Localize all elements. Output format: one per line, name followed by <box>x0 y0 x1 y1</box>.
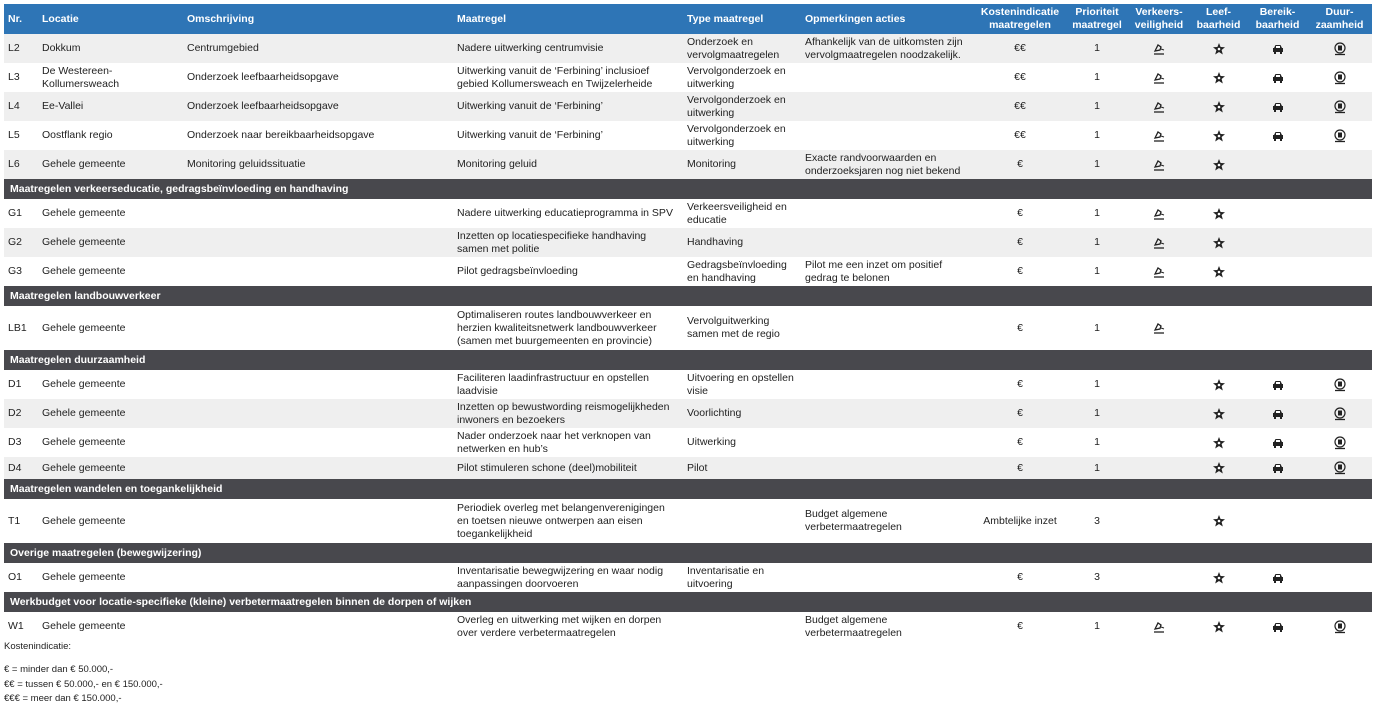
pedestrian-icon <box>1152 158 1166 170</box>
cell-bereik <box>1248 370 1307 399</box>
cell-bereik <box>1248 428 1307 457</box>
car-icon <box>1271 462 1285 474</box>
table-row <box>4 399 1372 428</box>
cell-locatie: De Westereen-Kollumersweach <box>42 64 120 90</box>
cell-bereik <box>1248 499 1307 543</box>
flower-icon <box>1212 265 1226 277</box>
table-row <box>4 428 1372 457</box>
cell-kosten: €€ <box>1014 129 1026 141</box>
cell-maatregel: Uitwerking vanuit de ‘Ferbining’ <box>457 100 603 112</box>
cell-nr: D3 <box>8 436 22 448</box>
legend-item: €€ = tussen € 50.000,- en € 150.000,- <box>4 679 163 690</box>
section-header <box>4 179 1372 199</box>
cell-prioriteit: 1 <box>1094 378 1100 390</box>
cell-locatie: Gehele gemeente <box>42 265 126 277</box>
cell-leef <box>1189 150 1248 179</box>
flower-icon <box>1212 71 1226 83</box>
cell-opmerkingen: Pilot me een inzet om positief gedrag te belonen <box>805 258 943 284</box>
car-icon <box>1271 42 1285 54</box>
cell-leef <box>1189 563 1248 592</box>
cell-verkeer <box>1129 34 1189 63</box>
charging-station-icon <box>1333 71 1347 83</box>
cell-kosten: Ambtelijke inzet <box>983 514 1057 527</box>
cell-verkeer <box>1129 399 1189 428</box>
cell-maatregel: Optimaliseren routes landbouwverkeer en herzien kwaliteitsnetwerk landbouwverkeer (samen met buurgemeenten en provincie) <box>457 308 657 347</box>
cell-leef <box>1189 306 1248 350</box>
cell-nr: L6 <box>8 158 20 170</box>
cell-type: Vervolguitwerking samen met de regio <box>687 315 780 340</box>
flower-icon <box>1212 515 1226 527</box>
cell-verkeer <box>1129 499 1189 543</box>
charging-station-icon <box>1333 436 1347 448</box>
cell-duur <box>1307 257 1372 286</box>
pedestrian-icon <box>1152 207 1166 219</box>
cell-kosten: €€ <box>1014 71 1026 83</box>
cell-duur <box>1307 150 1372 179</box>
cell-prioriteit: 3 <box>1094 571 1100 583</box>
cell-prioriteit: 1 <box>1094 100 1100 112</box>
cell-duur <box>1307 457 1372 479</box>
cell-duur <box>1307 34 1372 63</box>
cell-omschrijving <box>183 306 453 350</box>
header-locatie: Locatie <box>38 4 183 34</box>
table-row <box>4 499 1372 543</box>
table-row <box>4 150 1372 179</box>
cell-omschrijving <box>183 563 453 592</box>
cell-duur <box>1307 92 1372 121</box>
car-icon <box>1271 378 1285 390</box>
cell-duur <box>1307 563 1372 592</box>
cell-prioriteit: 1 <box>1094 129 1100 141</box>
cell-nr: L5 <box>8 129 20 141</box>
cell-nr: O1 <box>8 571 23 583</box>
pedestrian-icon <box>1152 42 1166 54</box>
cell-bereik <box>1248 228 1307 257</box>
cell-duur <box>1307 370 1372 399</box>
cell-maatregel: Nader onderzoek naar het verknopen van netwerken en hub’s <box>457 429 651 455</box>
flower-icon <box>1212 378 1226 390</box>
section-title: Overige maatregelen (bewegwijzering) <box>4 543 1372 563</box>
cell-omschrijving <box>183 457 453 479</box>
cell-opmerkingen <box>801 92 975 121</box>
cell-locatie: Dokkum <box>42 42 81 54</box>
cell-type: Gedragsbeïnvloeding en handhaving <box>687 258 787 284</box>
table-row <box>4 612 1372 641</box>
cell-type: Uitvoering en opstellen visie <box>687 371 794 397</box>
cell-locatie: Gehele gemeente <box>42 321 126 334</box>
cell-kosten: €€ <box>1014 100 1026 112</box>
car-icon <box>1271 100 1285 112</box>
table-row <box>4 63 1372 92</box>
cell-omschrijving: Onderzoek leefbaarheidsopgave <box>187 71 339 83</box>
cell-opmerkingen: Exacte randvoorwaarden en onderzoeksjaren nog niet bekend <box>805 151 961 177</box>
cell-nr: G1 <box>8 207 23 219</box>
cell-kosten: € <box>1017 378 1023 390</box>
cell-prioriteit: 1 <box>1094 236 1100 248</box>
cell-leef <box>1189 370 1248 399</box>
cell-leef <box>1189 399 1248 428</box>
cell-leef <box>1189 428 1248 457</box>
cell-leef <box>1189 121 1248 150</box>
header-opmerkingen: Opmerkingen acties <box>801 4 975 34</box>
cell-bereik <box>1248 306 1307 350</box>
section-title: Maatregelen verkeerseducatie, gedragsbeïnvloeding en handhaving <box>4 179 1372 199</box>
cell-verkeer <box>1129 457 1189 479</box>
cell-locatie: Gehele gemeente <box>42 571 126 583</box>
cell-verkeer <box>1129 121 1189 150</box>
cell-maatregel: Inzetten op bewustwording reismogelijkheden inwoners en bezoekers <box>457 400 670 426</box>
cell-leef <box>1189 228 1248 257</box>
charging-station-icon <box>1333 462 1347 474</box>
cell-verkeer <box>1129 428 1189 457</box>
cell-prioriteit: 1 <box>1094 207 1100 219</box>
pedestrian-icon <box>1152 129 1166 141</box>
cell-duur <box>1307 63 1372 92</box>
charging-station-icon <box>1333 407 1347 419</box>
flower-icon <box>1212 207 1226 219</box>
table-row <box>4 199 1372 228</box>
charging-station-icon <box>1333 129 1347 141</box>
cell-opmerkingen <box>801 370 975 399</box>
cell-duur <box>1307 199 1372 228</box>
cell-leef <box>1189 499 1248 543</box>
table-row <box>4 370 1372 399</box>
cell-bereik <box>1248 121 1307 150</box>
cell-leef <box>1189 34 1248 63</box>
section-header <box>4 592 1372 612</box>
cell-kosten: € <box>1017 207 1023 219</box>
cell-kosten: € <box>1017 158 1023 170</box>
cell-leef <box>1189 257 1248 286</box>
header-bereikbaarheid: Bereik- baarheid <box>1248 4 1307 34</box>
cell-omschrijving <box>183 257 453 286</box>
charging-station-icon <box>1333 620 1347 632</box>
cell-leef <box>1189 612 1248 641</box>
cell-opmerkingen: Afhankelijk van de uitkomsten zijn vervolgmaatregelen noodzakelijk. <box>805 35 963 61</box>
cell-bereik <box>1248 34 1307 63</box>
legend-item: € = minder dan € 50.000,- <box>4 664 114 675</box>
flower-icon <box>1212 129 1226 141</box>
cell-type: Pilot <box>687 461 708 474</box>
cell-bereik <box>1248 199 1307 228</box>
cell-prioriteit: 3 <box>1094 514 1100 527</box>
cell-prioriteit: 1 <box>1094 321 1100 334</box>
cell-duur <box>1307 399 1372 428</box>
section-title: Werkbudget voor locatie-specifieke (kleine) verbetermaatregelen binnen de dorpen of wijken <box>4 592 1372 612</box>
cell-maatregel: Nadere uitwerking educatieprogramma in SPV <box>457 207 673 219</box>
cell-leef <box>1189 457 1248 479</box>
cell-nr: D1 <box>8 378 22 390</box>
cell-prioriteit: 1 <box>1094 620 1100 632</box>
cell-verkeer <box>1129 63 1189 92</box>
cell-locatie: Gehele gemeente <box>42 461 126 474</box>
cell-omschrijving <box>183 499 453 543</box>
cell-type: Onderzoek en vervolgmaatregelen <box>687 35 780 61</box>
cell-maatregel: Pilot gedragsbeïnvloeding <box>457 265 578 277</box>
cell-bereik <box>1248 92 1307 121</box>
cell-duur <box>1307 228 1372 257</box>
car-icon <box>1271 436 1285 448</box>
cell-type: Voorlichting <box>687 407 742 419</box>
maatregelen-table <box>4 4 1372 641</box>
cell-maatregel: Nadere uitwerking centrumvisie <box>457 42 604 54</box>
cell-kosten: € <box>1017 436 1023 448</box>
car-icon <box>1271 407 1285 419</box>
cell-locatie: Gehele gemeente <box>42 436 126 448</box>
car-icon <box>1271 71 1285 83</box>
table-row <box>4 121 1372 150</box>
cell-kosten: € <box>1017 321 1023 334</box>
cell-opmerkingen <box>801 457 975 479</box>
cell-omschrijving: Monitoring geluidssituatie <box>187 158 306 170</box>
cell-maatregel: Overleg en uitwerking met wijken en dorpen over verdere verbetermaatregelen <box>457 613 662 639</box>
cell-omschrijving: Onderzoek naar bereikbaarheidsopgave <box>187 129 375 141</box>
section-header <box>4 479 1372 499</box>
flower-icon <box>1212 236 1226 248</box>
cell-nr: G2 <box>8 236 23 248</box>
cell-opmerkingen <box>801 306 975 350</box>
flower-icon <box>1212 462 1226 474</box>
cell-omschrijving <box>183 370 453 399</box>
header-kosten: Kostenindicatie maatregelen <box>975 4 1065 34</box>
cell-opmerkingen: Budget algemene verbetermaatregelen <box>805 613 902 639</box>
cell-opmerkingen <box>801 563 975 592</box>
cell-nr: T1 <box>8 514 21 527</box>
flower-icon <box>1212 571 1226 583</box>
cell-locatie: Gehele gemeente <box>42 407 126 419</box>
cell-kosten: €€ <box>1014 42 1026 54</box>
cell-bereik <box>1248 257 1307 286</box>
cell-kosten: € <box>1017 620 1023 632</box>
pedestrian-icon <box>1152 236 1166 248</box>
cell-locatie: Gehele gemeente <box>42 378 126 390</box>
section-title: Maatregelen landbouwverkeer <box>4 286 1372 306</box>
table-row <box>4 34 1372 63</box>
flower-icon <box>1212 620 1226 632</box>
cell-duur <box>1307 499 1372 543</box>
car-icon <box>1271 620 1285 632</box>
cell-maatregel: Inzetten op locatiespecifieke handhaving samen met politie <box>457 229 647 255</box>
cell-leef <box>1189 63 1248 92</box>
cell-omschrijving <box>183 228 453 257</box>
cell-type: Vervolgonderzoek en uitwerking <box>687 122 786 148</box>
cell-type: Inventarisatie en uitvoering <box>687 564 765 590</box>
header-omschrijving: Omschrijving <box>183 4 453 34</box>
header-nr: Nr. <box>4 4 38 34</box>
cell-kosten: € <box>1017 571 1023 583</box>
cell-verkeer <box>1129 199 1189 228</box>
table-row <box>4 457 1372 479</box>
cell-maatregel: Monitoring geluid <box>457 158 537 170</box>
cell-prioriteit: 1 <box>1094 407 1100 419</box>
cell-type: Verkeersveiligheid en educatie <box>687 200 787 226</box>
cell-maatregel: Inventarisatie bewegwijzering en waar nodig aanpassingen doorvoeren <box>457 564 664 590</box>
cell-maatregel: Faciliteren laadinfrastructuur en opstellen laadvisie <box>457 371 650 397</box>
cell-omschrijving <box>183 612 453 641</box>
pedestrian-icon <box>1152 100 1166 112</box>
car-icon <box>1271 129 1285 141</box>
cell-bereik <box>1248 563 1307 592</box>
header-verkeersveiligheid: Verkeers- veiligheid <box>1129 4 1189 34</box>
legend-title: Kostenindicatie: <box>4 641 72 652</box>
cell-verkeer <box>1129 92 1189 121</box>
header-maatregel: Maatregel <box>453 4 683 34</box>
table-row <box>4 563 1372 592</box>
cell-prioriteit: 1 <box>1094 461 1100 474</box>
header-duurzaamheid: Duur- zaamheid <box>1307 4 1372 34</box>
charging-station-icon <box>1333 378 1347 390</box>
section-header <box>4 350 1372 370</box>
cell-locatie: Ee-Vallei <box>42 100 84 112</box>
cell-maatregel: Uitwerking vanuit de ‘Ferbining’ <box>457 129 603 141</box>
pedestrian-icon <box>1152 620 1166 632</box>
cell-locatie: Gehele gemeente <box>42 207 126 219</box>
cell-prioriteit: 1 <box>1094 265 1100 277</box>
cell-nr: L2 <box>8 42 20 54</box>
cell-prioriteit: 1 <box>1094 71 1100 83</box>
cell-verkeer <box>1129 563 1189 592</box>
table-row <box>4 228 1372 257</box>
header-prioriteit: Prioriteit maatregel <box>1065 4 1129 34</box>
car-icon <box>1271 571 1285 583</box>
cell-type: Uitwerking <box>687 436 737 448</box>
charging-station-icon <box>1333 100 1347 112</box>
cell-type: Vervolgonderzoek en uitwerking <box>687 93 786 119</box>
cell-kosten: € <box>1017 461 1023 474</box>
pedestrian-icon <box>1152 322 1166 334</box>
flower-icon <box>1212 100 1226 112</box>
pedestrian-icon <box>1152 265 1166 277</box>
header-leefbaarheid: Leef- baarheid <box>1189 4 1248 34</box>
cell-kosten: € <box>1017 407 1023 419</box>
section-title: Maatregelen duurzaamheid <box>4 350 1372 370</box>
cell-nr: D2 <box>8 407 22 419</box>
cell-verkeer <box>1129 370 1189 399</box>
cell-verkeer <box>1129 612 1189 641</box>
cell-opmerkingen <box>801 228 975 257</box>
cell-opmerkingen: Budget algemene verbetermaatregelen <box>805 508 902 533</box>
cell-locatie: Gehele gemeente <box>42 620 126 632</box>
cell-duur <box>1307 612 1372 641</box>
cell-prioriteit: 1 <box>1094 158 1100 170</box>
cell-kosten: € <box>1017 236 1023 248</box>
cell-duur <box>1307 428 1372 457</box>
cell-duur <box>1307 121 1372 150</box>
cell-leef <box>1189 92 1248 121</box>
cell-opmerkingen <box>801 121 975 150</box>
flower-icon <box>1212 407 1226 419</box>
table-row <box>4 257 1372 286</box>
cell-verkeer <box>1129 228 1189 257</box>
flower-icon <box>1212 158 1226 170</box>
table-row <box>4 306 1372 350</box>
cell-bereik <box>1248 150 1307 179</box>
cell-opmerkingen <box>801 399 975 428</box>
cell-nr: L3 <box>8 71 20 83</box>
cell-bereik <box>1248 612 1307 641</box>
cell-locatie: Oostflank regio <box>42 129 113 141</box>
pedestrian-icon <box>1152 71 1166 83</box>
charging-station-icon <box>1333 42 1347 54</box>
cell-nr: D4 <box>8 461 22 474</box>
cell-omschrijving <box>183 399 453 428</box>
cell-maatregel: Pilot stimuleren schone (deel)mobiliteit <box>457 461 637 474</box>
cell-prioriteit: 1 <box>1094 436 1100 448</box>
cell-verkeer <box>1129 257 1189 286</box>
cell-bereik <box>1248 399 1307 428</box>
cell-prioriteit: 1 <box>1094 42 1100 54</box>
cell-type: Vervolgonderzoek en uitwerking <box>687 64 786 90</box>
cell-type: Monitoring <box>687 158 737 170</box>
cell-locatie: Gehele gemeente <box>42 158 126 170</box>
cell-bereik <box>1248 457 1307 479</box>
cell-leef <box>1189 199 1248 228</box>
cell-omschrijving <box>183 428 453 457</box>
cell-type <box>683 499 801 543</box>
section-header <box>4 543 1372 563</box>
legend-item: €€€ = meer dan € 150.000,- <box>4 693 122 704</box>
flower-icon <box>1212 436 1226 448</box>
cell-omschrijving <box>183 199 453 228</box>
cell-type <box>683 612 801 641</box>
cell-omschrijving: Onderzoek leefbaarheidsopgave <box>187 100 339 112</box>
cell-locatie: Gehele gemeente <box>42 514 126 527</box>
cell-maatregel: Periodiek overleg met belangenverenigingen en toetsen nieuwe ontwerpen aan eisen toegankelijkheid <box>457 501 665 540</box>
cell-duur <box>1307 306 1372 350</box>
cell-opmerkingen <box>801 428 975 457</box>
section-title: Maatregelen wandelen en toegankelijkheid <box>4 479 1372 499</box>
cell-omschrijving: Centrumgebied <box>187 42 259 54</box>
header-type: Type maatregel <box>683 4 801 34</box>
cell-kosten: € <box>1017 265 1023 277</box>
section-header <box>4 286 1372 306</box>
cell-nr: W1 <box>8 620 24 632</box>
cell-verkeer <box>1129 150 1189 179</box>
cell-locatie: Gehele gemeente <box>42 236 126 248</box>
table-row <box>4 92 1372 121</box>
cell-nr: L4 <box>8 100 20 112</box>
cell-nr: LB1 <box>8 321 27 334</box>
cell-bereik <box>1248 63 1307 92</box>
cell-type: Handhaving <box>687 236 744 248</box>
cell-verkeer <box>1129 306 1189 350</box>
table-header <box>4 4 1372 34</box>
cell-nr: G3 <box>8 265 23 277</box>
cell-opmerkingen <box>801 63 975 92</box>
cell-maatregel: Uitwerking vanuit de ‘Ferbining’ inclusioef gebied Kollumersweach en Twijzelerheide <box>457 64 653 90</box>
flower-icon <box>1212 42 1226 54</box>
cell-opmerkingen <box>801 199 975 228</box>
